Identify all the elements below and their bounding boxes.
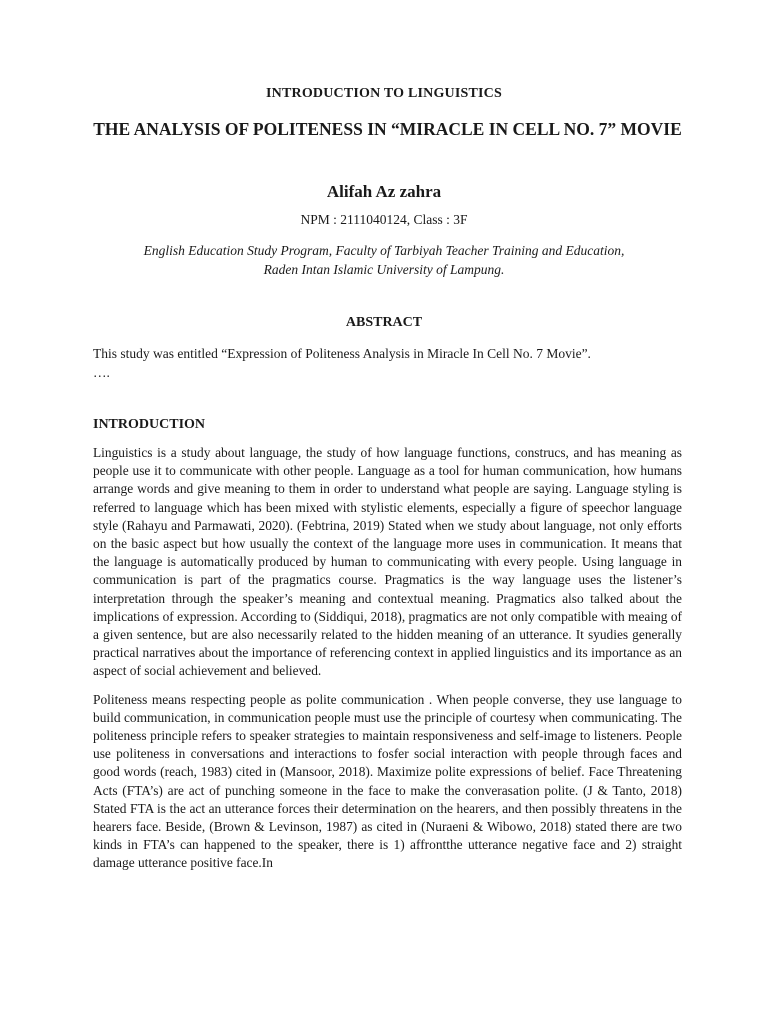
introduction-heading: INTRODUCTION	[93, 417, 206, 432]
abstract-body	[93, 345, 682, 382]
paper-title: THE ANALYSIS OF POLITENESS IN “MIRACLE IN CELL NO. 7” MOVIE	[93, 119, 682, 139]
introduction-body	[93, 444, 682, 883]
abstract-heading: ABSTRACT	[345, 315, 423, 330]
affiliation-line-2: Raden Intan Islamic University of Lampung.	[263, 262, 505, 277]
student-id-line: NPM : 2111040124, Class : 3F	[300, 212, 468, 227]
abstract-ellipsis: ….	[93, 364, 110, 380]
introduction-paragraph-2: Politeness means respecting people as polite communication . When people converse, they use language to build communication, in communication people must use the principle of courtesy when communicating. The politeness principle refers to speaker strategies to maintain responsiveness and self-image to listeners. People use politeness in conversations and interactions to fosfer social interaction with people through faces and good words (reach, 1983) cited in (Mansoor, 2018). Maximize polite expressions of belief. Face Threatening Acts (FTA’s) are act of punching someone in the face to make the converasation polite. (J & Tanto, 2018) Stated FTA is the act an utterance forces their determination on the hearers, and then possibly threatens in the hearers face. Beside, (Brown & Levinson, 1987) as cited in (Nuraeni & Wibowo, 2018) stated there are two kinds in FTA’s can happened to the speaker, there is 1) affrontthe utterance negative face and 2) straight damage utterance positive face.In	[93, 691, 682, 871]
affiliation	[0, 241, 768, 279]
course-heading: INTRODUCTION TO LINGUISTICS	[266, 86, 502, 101]
introduction-paragraph-1: Linguistics is a study about language, the study of how language functions, construcs, and has meaning as people use it to communicate with other people. Language as a tool for human communication, how humans arrange words and give meaning to them in order to understand what people are saying. Language styling is referred to language which has been mixed with stylistic elements, especially a figure of speechor language style (Rahayu and Parmawati, 2020). (Febtrina, 2019) Stated when we study about language, not only efforts on the basic aspect but how usually the context of the language more uses in communication. It means that the language is automatically produced by human to communicating with every people. Using language in communication is part of the pragmatics course. Pragmatics is the way language uses the listener’s interpretation through the speaker’s meaning and contextual meaning. Pragmatics also talked about the implications of expression. According to (Siddiqui, 2018), pragmatics are not only compatible with meaing of a given sentence, but are also necessarily related to the hidden meaning of an utterance. It syudies generally practical narratives about the importance of referencing context in applied linguistics and its importance as an aspect of social achievement and believed.	[93, 445, 682, 679]
affiliation-line-1: English Education Study Program, Faculty of Tarbiyah Teacher Training and Education,	[143, 243, 625, 258]
author-name: Alifah Az zahra	[326, 182, 442, 201]
abstract-text: This study was entitled “Expression of Politeness Analysis in Miracle In Cell No. 7 Movie”.	[93, 346, 591, 361]
